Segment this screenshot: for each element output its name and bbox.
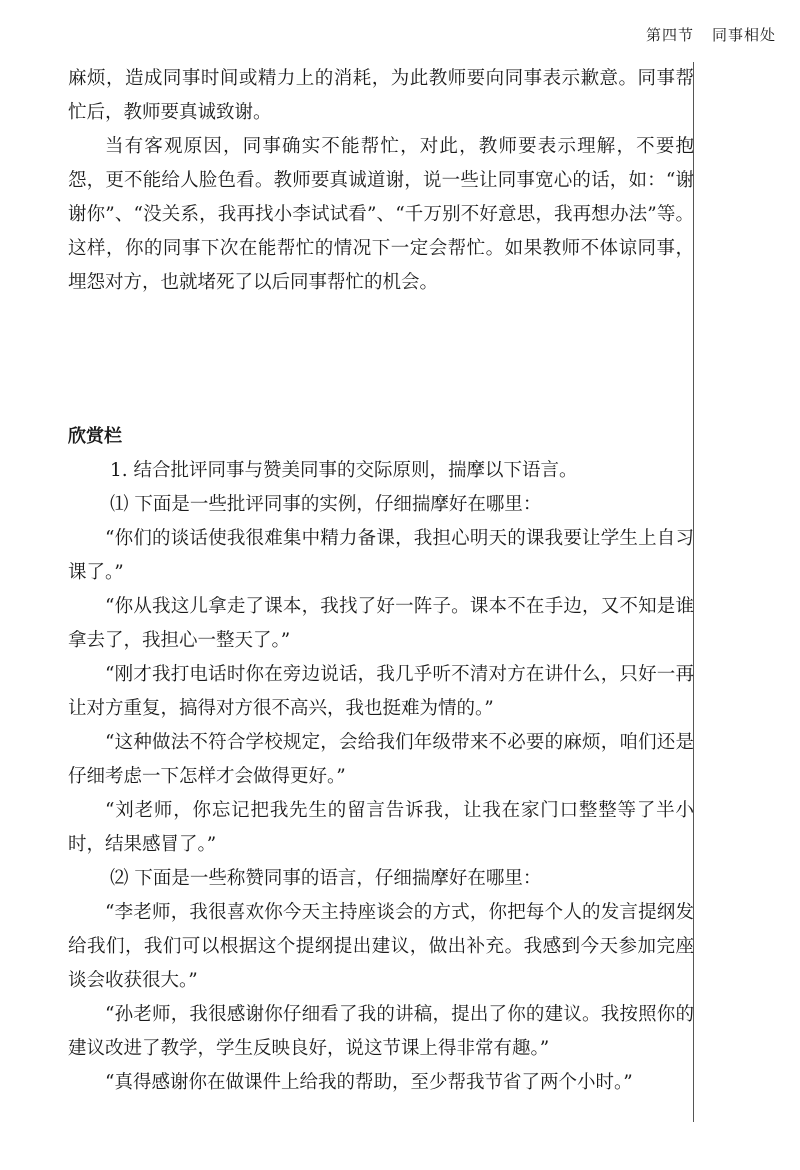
part1-heading: ⑴ 下面是一些批评同事的实例，仔细揣摩好在哪里： xyxy=(110,494,542,515)
praise-example: “李老师，我很喜欢你今天主持座谈会的方式，你把每个人的发言提纲发给我们，我们可以根据这个提纲提出建议，做出补充。我感到今天参加完座谈会收获很大。” xyxy=(68,902,694,991)
task-line: 1. 结合批评同事与赞美同事的交际原则，揣摩以下语言。 xyxy=(110,460,578,481)
running-header xyxy=(646,24,776,45)
paragraph: 麻烦，造成同事时间或精力上的消耗，为此教师要向同事表示歉意。同事帮忙后，教师要真诚致谢。 xyxy=(68,68,694,123)
page-body xyxy=(68,62,694,1100)
criticism-example: “刘老师，你忘记把我先生的留言告诉我，让我在家门口整整等了半小时，结果感冒了。” xyxy=(68,800,694,855)
spacer xyxy=(68,300,694,420)
criticism-example: “你们的谈话使我很难集中精力备课，我担心明天的课我要让学生上自习课了。” xyxy=(68,528,694,583)
header-title: 同事相处 xyxy=(711,26,776,44)
header-section: 第四节 xyxy=(645,26,694,44)
section-title: 欣赏栏 xyxy=(68,426,122,447)
praise-example: “孙老师，我很感谢你仔细看了我的讲稿，提出了你的建议。我按照你的建议改进了教学，学生反映良好，说这节课上得非常有趣。” xyxy=(68,1004,694,1059)
criticism-example: “刚才我打电话时你在旁边说话，我几乎听不清对方在讲什么，只好一再让对方重复，搞得对方很不高兴，我也挺难为情的。” xyxy=(68,664,694,719)
praise-example: “真得感谢你在做课件上给我的帮助，至少帮我节省了两个小时。” xyxy=(105,1072,633,1093)
criticism-example: “你从我这儿拿走了课本，我找了好一阵子。课本不在手边，又不知是谁拿去了，我担心一整天了。” xyxy=(68,596,694,651)
part2-heading: ⑵ 下面是一些称赞同事的语言，仔细揣摩好在哪里： xyxy=(110,868,542,889)
paragraph: 当有客观原因，同事确实不能帮忙，对此，教师要表示理解，不要抱怨，更不能给人脸色看。教师要真诚道谢，说一些让同事宽心的话，如：“谢谢你”、“没关系，我再找小李试试看”、“千万别不好意思，我再想办法”等。这样，你的同事下次在能帮忙的情况下一定会帮忙。如果教师不体谅同事，埋怨对方，也就堵死了以后同事帮忙的机会。 xyxy=(68,136,694,293)
criticism-example: “这种做法不符合学校规定，会给我们年级带来不必要的麻烦，咱们还是仔细考虑一下怎样才会做得更好。” xyxy=(68,732,694,787)
